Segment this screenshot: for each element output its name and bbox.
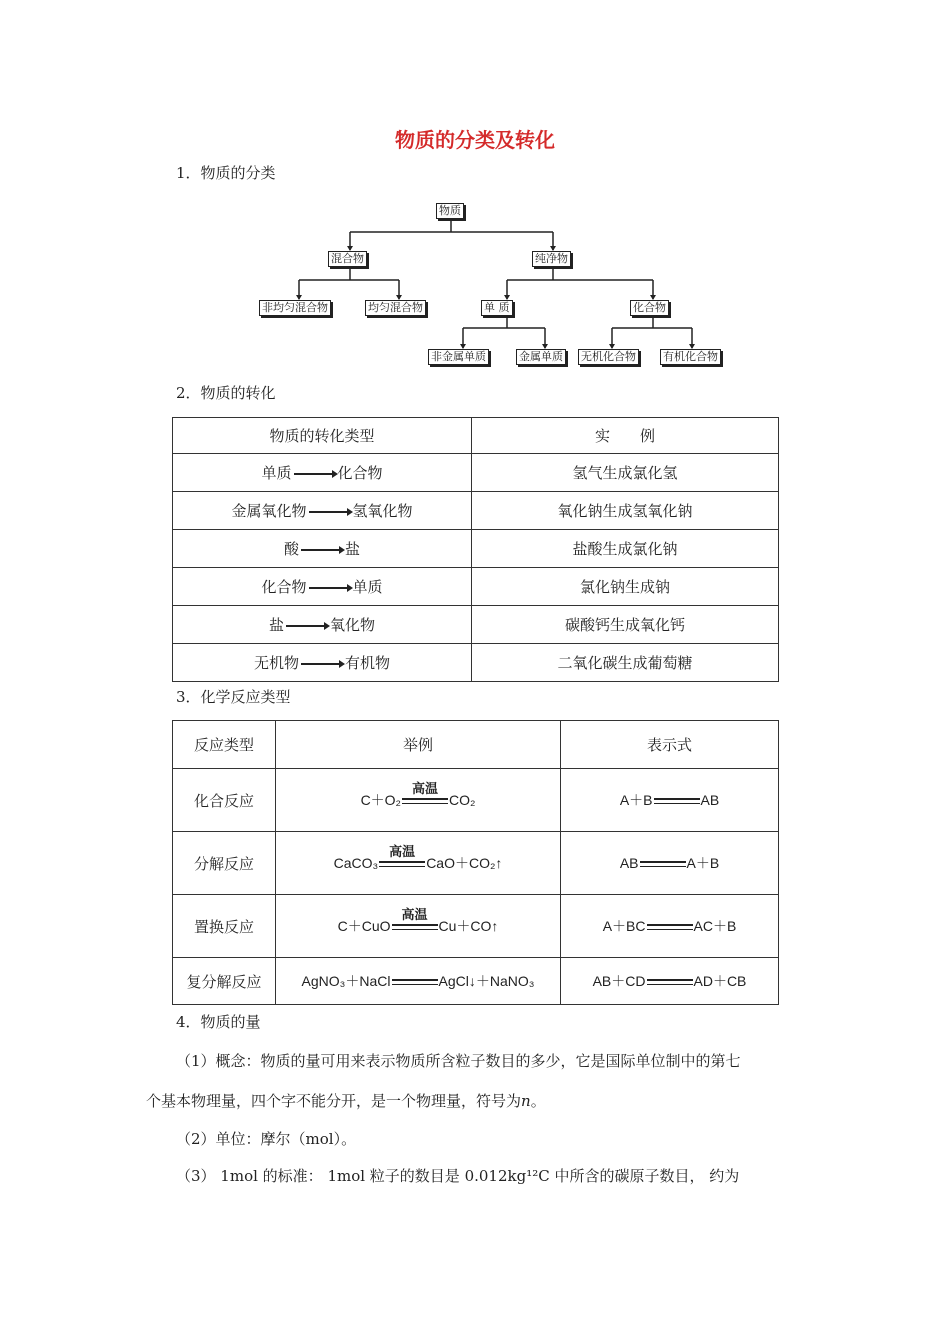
arrow-icon — [286, 625, 328, 627]
reaction-expression: A＋BC AC＋B — [561, 895, 779, 958]
conversion-type: 盐 氧化物 — [173, 606, 472, 644]
reaction-type: 分解反应 — [173, 832, 276, 895]
node-compound: 化合物 — [630, 300, 669, 316]
conversion-example: 盐酸生成氯化钠 — [472, 530, 779, 568]
paragraph-unit: （2）单位：摩尔（mol）。 — [176, 1130, 357, 1148]
section-heading-amount: 4．物质的量 — [176, 1013, 261, 1031]
arrow-icon — [301, 549, 343, 551]
table-row — [173, 769, 779, 832]
table-row — [173, 958, 779, 1005]
reaction-example: C＋O₂ 高温 CO₂ — [276, 769, 561, 832]
reaction-type: 化合反应 — [173, 769, 276, 832]
table-row — [173, 454, 779, 492]
reaction-expression: AB A＋B — [561, 832, 779, 895]
paragraph-concept: （1）概念：物质的量可用来表示物质所含粒子数目的多少，它是国际单位制中的第七 — [176, 1052, 741, 1070]
node-nonuniform-mixture: 非均匀混合物 — [259, 300, 331, 316]
conversion-type: 化合物 单质 — [173, 568, 472, 606]
section-heading-classification: 1．物质的分类 — [176, 164, 276, 182]
equals-icon: 高温 — [379, 861, 425, 867]
tree-connectors — [255, 196, 735, 371]
reaction-example: C＋CuO 高温 Cu＋CO↑ — [276, 895, 561, 958]
conversion-example: 碳酸钙生成氧化钙 — [472, 606, 779, 644]
conversion-example: 二氧化碳生成葡萄糖 — [472, 644, 779, 682]
reaction-example: CaCO₃ 高温 CaO＋CO₂↑ — [276, 832, 561, 895]
conversion-type: 无机物 有机物 — [173, 644, 472, 682]
conversion-table — [172, 417, 779, 682]
paragraph-concept-cont: 个基本物理量，四个字不能分开，是一个物理量，符号为n。 — [146, 1092, 546, 1110]
arrow-icon — [309, 587, 351, 589]
table-row — [173, 530, 779, 568]
table-header: 实 例 — [472, 418, 779, 454]
section-heading-conversion: 2．物质的转化 — [176, 384, 276, 402]
table-header-row — [173, 721, 779, 769]
equals-icon: 高温 — [392, 924, 438, 930]
arrow-icon — [301, 663, 343, 665]
arrow-icon — [309, 511, 351, 513]
section-heading-reactions: 3．化学反应类型 — [176, 688, 291, 706]
paragraph-standard: （3） 1mol 的标准： 1mol 粒子的数目是 0.012kg¹²C 中所含的碳原子数目， 约为 — [176, 1167, 740, 1185]
page-title: 物质的分类及转化 — [395, 128, 555, 152]
arrow-icon — [294, 473, 336, 475]
conversion-example: 氢气生成氯化氢 — [472, 454, 779, 492]
node-uniform-mixture: 均匀混合物 — [365, 300, 426, 316]
node-organic-compound: 有机化合物 — [660, 349, 721, 365]
equals-icon — [640, 861, 686, 867]
node-pure: 纯净物 — [532, 251, 571, 267]
node-metal-element: 金属单质 — [516, 349, 566, 365]
node-mixture: 混合物 — [328, 251, 367, 267]
table-header: 反应类型 — [173, 721, 276, 769]
conversion-example: 氧化钠生成氢氧化钠 — [472, 492, 779, 530]
equals-icon — [654, 798, 700, 804]
table-row — [173, 568, 779, 606]
table-header: 表示式 — [561, 721, 779, 769]
reaction-example: AgNO₃＋NaCl AgCl↓＋NaNO₃ — [276, 958, 561, 1005]
reaction-table — [172, 720, 779, 1005]
reaction-expression: AB＋CD AD＋CB — [561, 958, 779, 1005]
equals-icon: 高温 — [402, 798, 448, 804]
equals-icon — [647, 924, 693, 930]
conversion-type: 单质 化合物 — [173, 454, 472, 492]
node-nonmetal-element: 非金属单质 — [428, 349, 489, 365]
table-header-row — [173, 418, 779, 454]
table-row — [173, 492, 779, 530]
conversion-type: 酸 盐 — [173, 530, 472, 568]
node-substance: 物质 — [436, 203, 464, 219]
node-inorganic-compound: 无机化合物 — [578, 349, 639, 365]
table-header: 举例 — [276, 721, 561, 769]
table-row — [173, 832, 779, 895]
reaction-expression: A＋B AB — [561, 769, 779, 832]
table-row — [173, 606, 779, 644]
conversion-type: 金属氧化物 氢氧化物 — [173, 492, 472, 530]
equals-icon — [392, 979, 438, 985]
equals-icon — [647, 979, 693, 985]
node-element: 单 质 — [481, 300, 513, 316]
reaction-type: 复分解反应 — [173, 958, 276, 1005]
conversion-example: 氯化钠生成钠 — [472, 568, 779, 606]
table-header: 物质的转化类型 — [173, 418, 472, 454]
reaction-type: 置换反应 — [173, 895, 276, 958]
table-row — [173, 895, 779, 958]
table-row — [173, 644, 779, 682]
